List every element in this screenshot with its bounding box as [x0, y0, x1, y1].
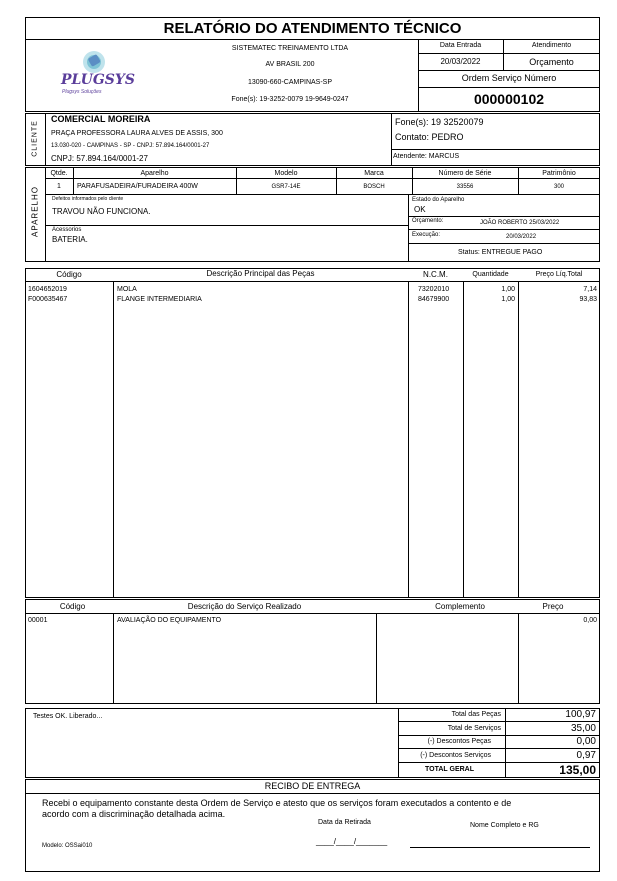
services-header-price: Preço — [542, 602, 564, 611]
services-price: 0,00 — [583, 617, 597, 624]
total-parts-label: Total das Peças — [451, 711, 501, 718]
discount-services-value: 0,97 — [576, 750, 596, 761]
device-asset: 300 — [553, 184, 564, 190]
parts-price: 93,83 — [579, 296, 597, 303]
quote-value: JOÃO ROBERTO 25/03/2022 — [480, 220, 560, 226]
exec-value: 20/03/2022 — [506, 234, 537, 240]
company-name: SISTEMATEC TREINAMENTO LTDA — [231, 45, 349, 52]
discount-services-label: (-) Descontos Serviços — [420, 752, 491, 759]
state-label: Estado do Aparelho — [412, 197, 465, 203]
parts-code: 1604652019 — [28, 286, 67, 293]
device-header-qty: Qtde. — [50, 170, 68, 177]
receipt-title: RECIBO DE ENTREGA — [264, 781, 361, 791]
services-desc: AVALIAÇÃO DO EQUIPAMENTO — [117, 617, 222, 624]
notes-text: Testes OK. Liberado... — [33, 713, 103, 720]
signature-line — [410, 847, 590, 848]
device-serial: 33556 — [456, 184, 474, 190]
logo-text: PLUGSYS — [61, 72, 135, 88]
plugsys-logo — [58, 48, 136, 98]
client-name: COMERCIAL MOREIRA — [51, 114, 151, 124]
entry-date-label: Data Entrada — [439, 42, 482, 49]
parts-header-desc: Descrição Principal das Peças — [206, 269, 315, 278]
parts-qty: 1,00 — [501, 296, 515, 303]
company-city: 13090-660-CAMPINAS-SP — [247, 79, 333, 86]
grand-total-label: TOTAL GERAL — [425, 766, 474, 773]
parts-desc: FLANGE INTERMEDIARIA — [117, 296, 202, 303]
services-header-desc: Descrição do Serviço Realizado — [187, 602, 302, 611]
client-section-label: CLIENTE — [31, 120, 39, 157]
device-brand: BOSCH — [363, 184, 385, 190]
device-header-device: Aparelho — [140, 170, 169, 177]
parts-header-ncm: N.C.M. — [423, 270, 448, 279]
client-city-line: 13.030-020 - CAMPINAS - SP - CNPJ: 57.894.164/0001-27 — [51, 143, 210, 149]
report-title: RELATÓRIO DO ATENDIMENTO TÉCNICO — [163, 20, 462, 37]
client-attendant: Atendente: MARCUS — [393, 153, 460, 160]
device-name: PARAFUSADEIRA/FURADEIRA 400W — [77, 183, 198, 190]
parts-header-code: Código — [56, 270, 82, 279]
discount-parts-value: 0,00 — [576, 736, 596, 747]
total-services-label: Total de Serviços — [447, 725, 501, 732]
full-name-label: Nome Completo e RG — [470, 822, 539, 829]
device-model: GSR7-14E — [271, 184, 301, 190]
device-status: Status: ENTREGUE PAGO — [458, 249, 543, 256]
client-cnpj: CNPJ: 57.894.164/0001-27 — [51, 154, 148, 163]
device-header-model: Modelo — [274, 170, 298, 177]
device-header-serial: Número de Série — [438, 170, 492, 177]
receipt-text-line2: acordo com a discriminação detalhada acima. — [42, 809, 226, 819]
service-type-label: Atendimento — [531, 42, 572, 49]
services-code: 00001 — [28, 617, 48, 624]
parts-header-price: Preço Líq.Total — [535, 271, 583, 278]
device-section-label: APARELHO — [30, 186, 40, 237]
total-parts-value: 100,97 — [565, 709, 596, 720]
state-value: OK — [414, 205, 426, 214]
services-header-compl: Complemento — [435, 602, 485, 611]
client-contact: Contato: PEDRO — [395, 132, 464, 142]
parts-table — [25, 268, 600, 598]
company-address: AV BRASIL 200 — [265, 61, 315, 68]
service-type-value: Orçamento — [529, 57, 574, 67]
defects-label: Defeitos informados pelo cliente — [52, 196, 124, 202]
receipt-text-line1: Recebi o equipamento constante desta Ordem de Serviço e atesto que os serviços foram executados a contento e de — [42, 798, 512, 808]
discount-parts-label: (-) Descontos Peças — [427, 738, 491, 745]
accessories-label: Acessorios — [52, 227, 82, 233]
pickup-date-label: Data da Retirada — [318, 819, 371, 826]
defects-text: TRAVOU NÃO FUNCIONA. — [52, 207, 151, 216]
order-number-label: Ordem Serviço Número — [461, 73, 557, 83]
parts-header-qty: Quantidade — [472, 271, 509, 278]
quote-label: Orçamento: — [412, 218, 444, 224]
client-phone: Fone(s): 19 32520079 — [395, 117, 484, 127]
services-table — [25, 599, 600, 704]
parts-ncm: 84679900 — [418, 296, 450, 303]
client-street: PRAÇA PROFESSORA LAURA ALVES DE ASSIS, 300 — [51, 130, 223, 137]
services-header-code: Código — [59, 602, 86, 611]
logo-tagline: Plugsys Soluções — [62, 89, 102, 95]
parts-code: F000635467 — [28, 296, 68, 303]
grand-total-value: 135,00 — [559, 763, 596, 777]
parts-qty: 1,00 — [501, 286, 515, 293]
order-number: 000000102 — [473, 91, 545, 107]
company-phones: Fone(s): 19-3252-0079 19-9649-0247 — [231, 96, 349, 103]
entry-date-value: 20/03/2022 — [440, 57, 481, 66]
device-header-asset: Patrimônio — [542, 170, 576, 177]
parts-price: 7,14 — [583, 286, 597, 293]
pickup-date-blank: ____/____/_______ — [316, 837, 388, 846]
parts-desc: MOLA — [117, 286, 137, 293]
total-services-value: 35,00 — [570, 723, 596, 734]
device-qty: 1 — [57, 183, 61, 190]
device-header-brand: Marca — [364, 170, 384, 177]
accessories-text: BATERIA. — [52, 235, 88, 244]
model-code: Modelo: OSSai010 — [42, 843, 93, 849]
parts-ncm: 73202010 — [418, 286, 450, 293]
exec-label: Execução: — [412, 232, 441, 238]
